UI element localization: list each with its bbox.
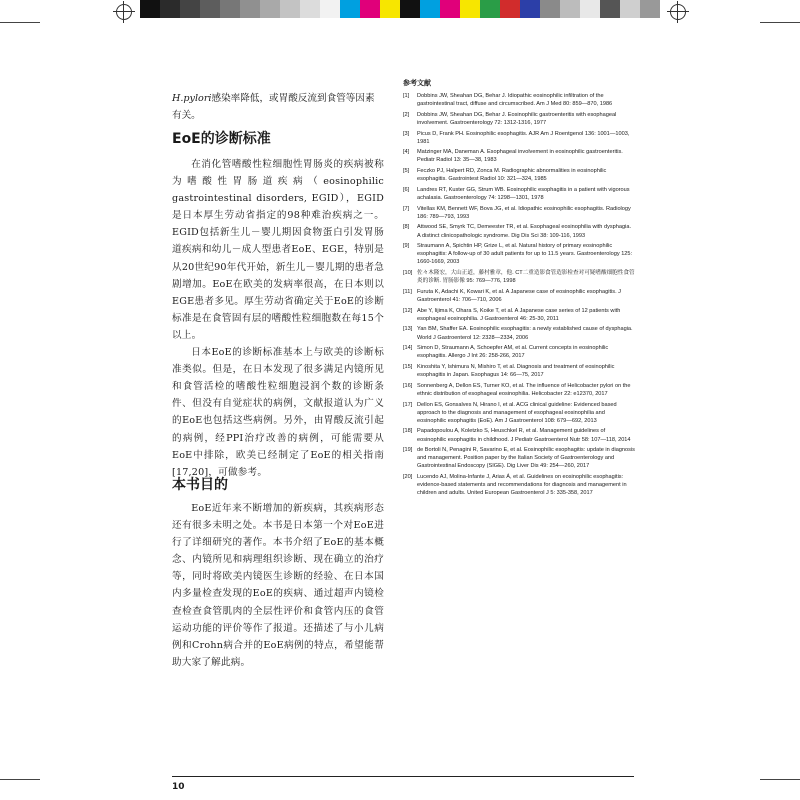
reference-number: [18] bbox=[403, 428, 413, 435]
reference-item bbox=[403, 167, 635, 183]
reference-number: [17] bbox=[403, 401, 413, 408]
reference-item bbox=[403, 242, 635, 266]
references-column bbox=[403, 78, 635, 500]
color-swatch bbox=[540, 0, 560, 18]
reference-number: [1] bbox=[403, 93, 410, 99]
criteria-paragraph-2: 日本EoE的诊断标准基本上与欧美的诊断标准类似。但是，在日本发现了很多满足内镜所见和食管活检的嗜酸性粒细胞浸润个数的诊断条件、但没有自觉症状的病例，文献报道认为广义的EoE也包括这些病例。另外，由胃酸反流引起的病例，经PPI治疗改善的病例，可能需要从EoE中排除，欧美已经制定了EoE的相关指南[17,20]，可做参考。 bbox=[172, 347, 384, 478]
reference-text: Dobbins JW, Sheahan DG, Behar J. Idiopathic eosinophilic infiltration of the gastrointestinal tract, diffuse and circumscribed. Am J Med 80: 859—870, 1986 bbox=[417, 93, 613, 108]
reference-item bbox=[403, 325, 635, 341]
reference-text: 佐々木隆宏，大山正道，藤村雅章，他. CT二重造影食管造影检查对可疑嗜酸细胞性食管炎的诊断. 胃肠影像 95: 769—776, 1998 bbox=[417, 270, 635, 285]
purpose-heading: 本书目的 bbox=[172, 477, 228, 493]
page-number: 10 bbox=[172, 782, 185, 792]
color-swatch bbox=[360, 0, 380, 18]
reference-item bbox=[403, 446, 635, 470]
reference-item bbox=[403, 111, 635, 127]
reference-item bbox=[403, 223, 635, 239]
reference-text: Sonnenberg A, Dellon ES, Turner KO, et al. The influence of Helicobacter pylori on the ethnic distribution of esophageal eosinophilia. Helicobacter 22: e12370, 2017 bbox=[417, 382, 631, 397]
reference-item bbox=[403, 148, 635, 164]
reference-item bbox=[403, 401, 635, 425]
color-swatch bbox=[580, 0, 600, 18]
reference-text: Feczko PJ, Halpert RD, Zonca M. Radiographic abnormalities in eosinophilic esophagitis. Gastrointest Radiol 10: 321—324, 1985 bbox=[417, 168, 607, 183]
color-swatch bbox=[140, 0, 160, 18]
color-swatch bbox=[380, 0, 400, 18]
color-swatch bbox=[320, 0, 340, 18]
color-swatch bbox=[180, 0, 200, 18]
purpose-paragraph-1: EoE近年来不断增加的新疾病，其疾病形态还有很多未明之处。本书是日本第一个对EoE进行了详细研究的著作。本书介绍了EoE的基本概念、内镜所见和病理组织诊断、现在确立的治疗等，同时将欧美内镜医生诊断的经验、在日本国内多量检查发现的EoE的疾病、通过超声内镜检查检查食管肌肉的全层性评价和食管内压的食管运动功能的评价等作了报道。还描述了与小儿病例和Crohn病合并的EoE病例的特点，希望能帮助大家了解此病。 bbox=[172, 503, 384, 668]
reference-text: Dobbins JW, Sheahan DG, Behar J. Eosinophilic gastroenteritis with esophageal involvement. Gastroenterology 72: 1312-1316, 1977 bbox=[417, 111, 617, 126]
reference-text: de Bortoli N, Penagini R, Savarino E, et al. Eosinophilic esophagitis: update in diagnosis and management. Position paper by the Italian Society of Gastroenterology and Gastrointestinal Endoscopy (SIGE). Dig Liver Dis 49: 254—260, 2017 bbox=[417, 447, 635, 470]
reference-number: [10] bbox=[403, 270, 413, 277]
crop-mark bbox=[760, 779, 800, 780]
reference-item bbox=[403, 307, 635, 323]
color-swatch bbox=[200, 0, 220, 18]
reference-item bbox=[403, 382, 635, 398]
reference-text: Matzinger MA, Daneman A. Esophageal involvement in eosinophilic gastroenteritis. Pediatr Radiol 13: 35—38, 1983 bbox=[417, 149, 623, 164]
color-swatch bbox=[460, 0, 480, 18]
color-swatch bbox=[260, 0, 280, 18]
registration-mark-top-right-icon bbox=[670, 4, 686, 20]
references-list bbox=[403, 92, 635, 497]
color-swatch bbox=[620, 0, 640, 18]
reference-text: Dellon ES, Gonsalves N, Hirano I, et al. ACG clinical guideline: Evidenced based approach to the diagnosis and management of esophageal eosinophilia and eosinophilic esophagitis (EoE). Am J Gastroenterol 108: 679—692, 2013 bbox=[417, 401, 617, 424]
reference-text: Kinoshita Y, Ishimura N, Mishiro T, et al. Diagnosis and treatment of eosinophilic esophagitis in Japan. Esophagus 14: 66—75, 2017 bbox=[417, 364, 615, 379]
crop-mark bbox=[0, 22, 40, 23]
reference-number: [9] bbox=[403, 243, 410, 250]
color-swatch bbox=[300, 0, 320, 18]
reference-number: [13] bbox=[403, 326, 413, 333]
printer-color-bar bbox=[140, 0, 660, 18]
reference-number: [16] bbox=[403, 382, 413, 389]
criteria-paragraph-1: 在消化管嗜酸性粒细胞性胃肠炎的疾病被称为嗜酸性胃肠道疾病（eosinophilic gastrointestinal disorders, EGID），EGID是日本厚生劳动省指定的98种难治疾病之一。EGID包括新生儿－婴儿期因食物蛋白引发胃肠道疾病和幼儿－成人型患者EoE、EGE，特别是从20世纪90年代开始，新生儿－婴儿期的患者急剧增加。EoE在欧美的发病率很高，在日本则以EGE患者多见。厚生劳动省确定关于EoE的诊断标准是在食管固有层的嗜酸性粒细胞数在每15个以上。 bbox=[172, 159, 384, 341]
reference-text: Yan BM, Shaffer EA. Eosinophilic esophagitis: a newly established cause of dysphagia. World J Gastroenterol 12: 2328—2334, 2006 bbox=[417, 326, 633, 341]
reference-item bbox=[403, 473, 635, 497]
reference-number: [20] bbox=[403, 474, 413, 481]
color-swatch bbox=[520, 0, 540, 18]
color-swatch bbox=[160, 0, 180, 18]
reference-text: Abe Y, Iijima K, Ohara S, Koike T, et al. A Japanese case series of 12 patients with esophageal eosinophilia. J Gastroenterol 46: 25-30, 2011 bbox=[417, 307, 621, 322]
reference-item bbox=[403, 344, 635, 360]
color-swatch bbox=[640, 0, 660, 18]
color-swatch bbox=[420, 0, 440, 18]
reference-item bbox=[403, 205, 635, 221]
references-title: 参考文献 bbox=[403, 79, 431, 87]
reference-item bbox=[403, 92, 635, 108]
crop-mark bbox=[760, 22, 800, 23]
purpose-body bbox=[172, 500, 384, 671]
reference-text: Vitellas KM, Bennett WF, Bova JG, et al. Idiopathic eosinophilic esophagitis. Radiology 186: 789—793, 1993 bbox=[417, 205, 631, 220]
reference-number: [19] bbox=[403, 447, 413, 454]
reference-item bbox=[403, 288, 635, 304]
color-swatch bbox=[500, 0, 520, 18]
reference-number: [2] bbox=[403, 111, 410, 118]
reference-number: [15] bbox=[403, 364, 413, 371]
color-swatch bbox=[240, 0, 260, 18]
reference-text: Attwood SE, Smyrk TC, Demeester TR, et al. Esophageal eosinophilia with dysphagia. A distinct clinicopathologic syndrome. Dig Dis Sci 38: 109-116, 1993 bbox=[417, 224, 632, 239]
reference-text: Lucendo AJ, Molina-Infante J, Arias Á, et al. Guidelines on eosinophilic esophagitis: evidence-based statements and recommendations for diagnosis and management in children and adults. United European Gastroenterol J 5: 335-358, 2017 bbox=[417, 474, 627, 497]
criteria-body bbox=[172, 156, 384, 481]
reference-text: Furuta K, Adachi K, Kowari K, et al. A Japanese case of eosinophilic esophagitis. J Gastroenterol 41: 706—710, 2006 bbox=[417, 288, 621, 303]
color-swatch bbox=[600, 0, 620, 18]
reference-text: Straumann A, Spichtin HP, Grize L, et al. Natural history of primary eosinophilic esophagitis: A follow-up of 30 adult patients for up to 11.5 years. Gastroenterology 125: 1660-1669, 2003 bbox=[417, 243, 633, 266]
footer-rule bbox=[172, 776, 634, 777]
color-swatch bbox=[220, 0, 240, 18]
left-column bbox=[172, 90, 384, 124]
reference-number: [8] bbox=[403, 224, 410, 231]
reference-number: [7] bbox=[403, 205, 410, 212]
registration-mark-top-left-icon bbox=[116, 4, 132, 20]
reference-text: Papadopoulou A, Koletzko S, Heuschkel R, et al. Management guidelines of eosinophilic esophagitis in childhood. J Pediatr Gastroenterol Nutr 58: 107—118, 2014 bbox=[417, 428, 631, 443]
color-swatch bbox=[480, 0, 500, 18]
reference-number: [3] bbox=[403, 130, 410, 137]
reference-number: [12] bbox=[403, 307, 413, 314]
color-swatch bbox=[400, 0, 420, 18]
intro-italic-term: H.pylori bbox=[172, 93, 212, 104]
reference-number: [14] bbox=[403, 345, 413, 352]
intro-paragraph bbox=[172, 90, 384, 124]
color-swatch bbox=[560, 0, 580, 18]
reference-number: [4] bbox=[403, 149, 410, 156]
reference-item bbox=[403, 130, 635, 146]
reference-item bbox=[403, 427, 635, 443]
intro-text: 感染率降低，或胃酸反流到食管等因素有关。 bbox=[172, 93, 375, 121]
reference-number: [6] bbox=[403, 186, 410, 193]
criteria-heading: EoE的诊断标准 bbox=[172, 131, 271, 147]
reference-number: [5] bbox=[403, 168, 410, 175]
reference-number: [11] bbox=[403, 288, 412, 295]
reference-item bbox=[403, 186, 635, 202]
reference-text: Picus D, Frank PH. Eosinophilic esophagitis. AJR Am J Roentgenol 136: 1001—1003, 1981 bbox=[417, 130, 630, 145]
reference-item bbox=[403, 363, 635, 379]
color-swatch bbox=[280, 0, 300, 18]
color-swatch bbox=[340, 0, 360, 18]
crop-mark bbox=[0, 779, 40, 780]
color-swatch bbox=[440, 0, 460, 18]
reference-text: Simon D, Straumann A, Schoepfer AM, et al. Current concepts in eosinophilic esophagitis. Allergo J Int 26: 258-266, 2017 bbox=[417, 345, 609, 360]
reference-item bbox=[403, 269, 635, 285]
reference-text: Landres RT, Kuster GG, Strum WB. Eosinophilic esophagitis in a patient with vigorous achalasia. Gastroenterology 74: 1298—1301, 1978 bbox=[417, 186, 630, 201]
